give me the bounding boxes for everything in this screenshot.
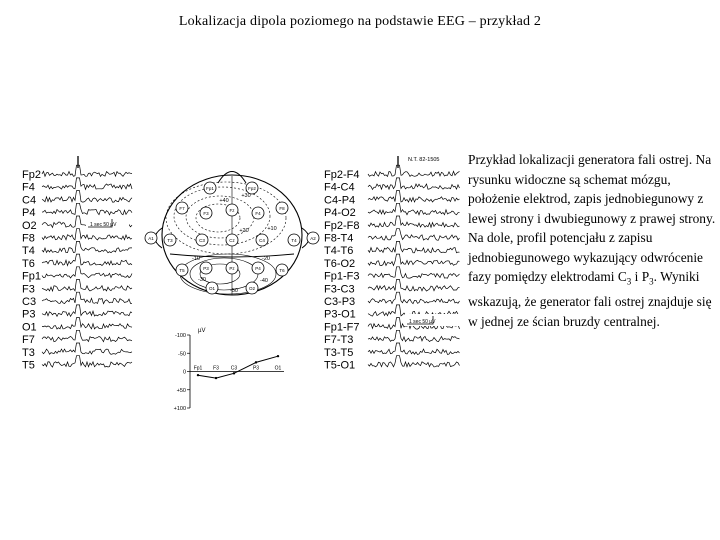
profile-point <box>215 377 217 379</box>
contour-label: -40 <box>260 278 268 284</box>
left-channel-trace <box>42 241 132 252</box>
contour-label: +10 <box>267 226 277 232</box>
left-channel-label: P4 <box>22 207 36 220</box>
left-channel-trace <box>42 267 132 278</box>
electrode-label: C4 <box>259 238 265 243</box>
contour-label: +30 <box>241 193 251 199</box>
right-channel-trace <box>368 216 460 227</box>
profile-y-tick-label: -100 <box>174 333 186 339</box>
profile-x-label: P3 <box>252 365 260 372</box>
contour-label: +40 <box>219 198 229 204</box>
electrode-label: A2 <box>310 236 316 241</box>
right-channel-label: T5-O1 <box>324 359 356 372</box>
right-channel-trace <box>368 343 460 355</box>
left-channel-trace <box>42 305 132 317</box>
profile-point <box>277 355 279 357</box>
right-channel-label: Fp1-F3 <box>324 270 360 283</box>
left-channel-trace <box>42 191 132 203</box>
scale-markers <box>86 157 460 326</box>
right-channel-label: T4-T6 <box>324 245 354 258</box>
left-eeg-traces <box>42 156 132 367</box>
profile-point <box>233 372 235 374</box>
left-channel-trace <box>42 165 132 176</box>
electrode-label: P4 <box>255 266 261 271</box>
left-channel-label: F8 <box>22 232 35 245</box>
contour-label: -10 <box>192 256 200 262</box>
left-channel-trace <box>42 254 132 266</box>
electrode-label: F3 <box>203 211 209 216</box>
caption-text-3: . Wyniki wskazują, że generator fali ostrej znajduje się w jednej ze ścian bruzdy centralnej. <box>468 269 712 329</box>
right-channel-trace <box>368 356 460 367</box>
figure-caption <box>468 150 720 331</box>
slide-title: Lokalizacja dipola poziomego na podstawie EEG – przykład 2 <box>178 14 542 29</box>
electrode-label: O2 <box>248 286 256 291</box>
electrode-label: F4 <box>255 211 261 216</box>
electrode-label: T3 <box>167 238 173 243</box>
left-channel-trace <box>42 280 132 292</box>
right-channel-label: F3-C3 <box>324 283 355 296</box>
right-channel-label: Fp2-F8 <box>324 219 360 232</box>
right-channel-trace <box>368 254 460 266</box>
right-channel-label: C4-P4 <box>324 194 356 207</box>
profile-unit: µV <box>198 328 206 334</box>
profile-point <box>197 374 199 376</box>
right-channel-trace <box>368 267 460 278</box>
electrode-label: F7 <box>179 206 185 211</box>
electrode-label: Cz <box>229 238 235 243</box>
left-channel-trace <box>42 343 132 354</box>
profile-y-tick-label: +50 <box>176 387 186 394</box>
left-channel-trace <box>42 292 132 304</box>
right-channel-label: C3-P3 <box>324 296 356 308</box>
left-channel-trace <box>42 203 132 215</box>
left-channel-label: T5 <box>22 359 35 372</box>
electrode-label: T5 <box>179 268 185 273</box>
left-channel-label: Fp1 <box>22 270 41 283</box>
left-channel-trace <box>42 330 132 341</box>
head-map <box>145 172 319 296</box>
left-channel-label: T3 <box>22 346 35 359</box>
profile-x-label: F3 <box>213 365 219 372</box>
left-channel-trace <box>42 178 132 190</box>
left-channel-label: Fp2 <box>22 169 41 181</box>
contour-label: -20 <box>262 256 270 262</box>
left-channel-trace <box>42 318 132 329</box>
right-channel-trace <box>368 165 460 176</box>
caption-text-2: i P <box>631 269 650 284</box>
profile-x-label: Fp1 <box>193 365 203 372</box>
right-channel-trace <box>368 330 460 341</box>
electrode-label: T6 <box>279 268 285 273</box>
left-channel-label: T4 <box>22 245 35 258</box>
profile-y-tick-label: -50 <box>178 351 186 358</box>
left-channel-label: C3 <box>22 296 37 308</box>
left-channel-label: T6 <box>22 257 35 270</box>
contour-label: -50 <box>230 288 238 294</box>
profile-x-label: C3 <box>230 365 238 372</box>
right-channel-trace <box>368 280 460 292</box>
profile-x-label: O1 <box>274 365 282 372</box>
left-channel-trace <box>42 229 132 240</box>
record-id: N.T. 82-1505 <box>408 157 440 163</box>
right-channel-labels <box>324 169 359 372</box>
contour-label: +20 <box>239 228 249 234</box>
right-eeg-traces <box>368 156 460 367</box>
right-channel-trace <box>368 178 460 190</box>
profile-point <box>255 361 257 363</box>
right-channel-label: F8-T4 <box>324 232 354 245</box>
electrode-label: Fz <box>229 208 235 213</box>
electrode-label: C3 <box>199 238 205 243</box>
right-channel-label: P3-O1 <box>324 308 356 321</box>
left-channel-label: O2 <box>22 219 37 232</box>
electrode-label: Fp2 <box>248 186 256 191</box>
left-scale-label: 1 sec 50 µV <box>90 222 117 228</box>
right-channel-label: F7-T3 <box>324 334 354 347</box>
left-channel-label: F7 <box>22 334 35 347</box>
electrode-label: Pz <box>229 266 235 271</box>
caption-text-1: Przykład lokalizacji generatora fali ostrej. Na rysunku widoczne są schemat mózgu, położenie elektrod, zapis jednobiegunowy z lewej strony i dwubiegunowy z prawej strony. Na dole, profil potencjału z zapisu jednobiegunowego wykazujący odwrócenie fazy pomiędzy elektrodami C <box>468 152 716 284</box>
right-channel-trace <box>368 292 460 303</box>
left-channel-label: P3 <box>22 308 36 321</box>
electrode-label: Fp1 <box>206 186 214 191</box>
left-channel-labels <box>22 169 41 372</box>
caption-subscript-2: 3 <box>649 276 654 287</box>
right-scale-label: 1 sec 50 µV <box>409 319 436 325</box>
electrode-label: T4 <box>291 238 297 243</box>
profile-y-tick-label: 0 <box>182 369 186 376</box>
contour-label: -30 <box>198 277 206 283</box>
right-channel-trace <box>368 229 460 241</box>
right-channel-label: T6-O2 <box>324 257 356 270</box>
eeg-figure <box>20 150 460 415</box>
left-channel-label: O1 <box>22 321 37 334</box>
positive-contour <box>166 182 286 254</box>
left-channel-label: C4 <box>22 194 37 207</box>
electrode-label: O1 <box>208 286 216 291</box>
right-channel-label: P4-O2 <box>324 207 356 220</box>
right-channel-trace <box>368 203 460 215</box>
left-channel-label: F3 <box>22 283 35 296</box>
electrode-label: F8 <box>279 206 285 211</box>
right-channel-label: Fp2-F4 <box>324 169 360 181</box>
potential-profile <box>174 328 284 412</box>
right-channel-label: Fp1-F7 <box>324 321 360 334</box>
left-channel-label: F4 <box>22 181 35 194</box>
right-channel-trace <box>368 191 460 203</box>
right-channel-label: F4-C4 <box>324 181 355 194</box>
profile-y-tick-label: +100 <box>173 406 186 412</box>
right-channel-trace <box>368 241 460 252</box>
left-channel-trace <box>42 356 132 367</box>
profile-curve <box>198 356 278 378</box>
right-channel-label: T3-T5 <box>324 346 354 359</box>
electrode-label: A1 <box>148 236 154 241</box>
electrode-label: P3 <box>203 266 209 271</box>
caption-subscript-1: 3 <box>626 276 632 287</box>
